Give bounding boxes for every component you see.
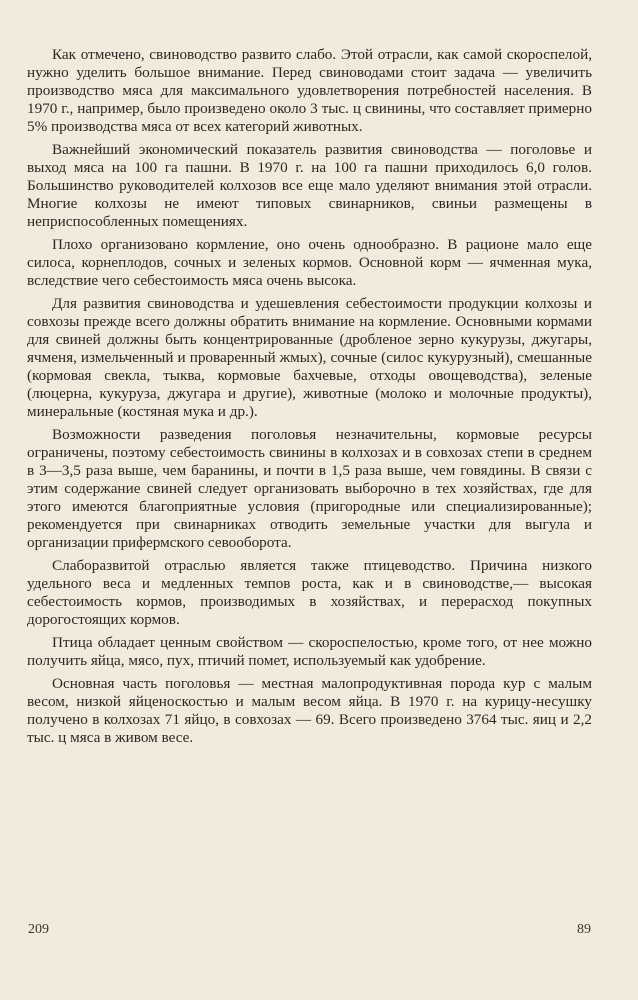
folio-right-page-number: 89 xyxy=(577,922,591,937)
folio-left-page-number: 209 xyxy=(28,922,49,937)
paragraph-4: Для развития свиноводства и удешевления себестоимости продукции колхозы и совхозы прежде всего должны обратить внимание на кормление. Основными кормами для свиней должны быть концентрированные (дробленое зерно кукурузы, джугары, ячменя, измельченный и проваренный жмых), сочные (силос кукурузный), смешанные (кормовая свекла, тыква, кормовые бахчевые, отходы овощеводства), зеленые (люцерна, кукуруза, джугара и другие), животные (молоко и молочные продукты), минеральные (костяная мука и др.). xyxy=(27,295,592,420)
paragraph-5: Возможности разведения поголовья незначительны, кормовые ресурсы ограничены, поэтому себестоимость свинины в колхозах и в совхозах степи в среднем в 3—3,5 раза выше, чем баранины, и почти в 1,5 раза выше, чем говядины. В связи с этим содержание свиней следует организовать выборочно в тех хозяйствах, где для этого имеются благоприятные условия (пригородные или специализированные); рекомендуется при свинарниках отводить земельные участки для выгула и организации прифермского севооборота. xyxy=(27,426,592,551)
paragraph-6: Слаборазвитой отраслью является также птицеводство. Причина низкого удельного веса и медленных темпов роста, как и в свиноводстве,— высокая себестоимость кормов, производимых в хозяйствах, и перерасход покупных дорогостоящих кормов. xyxy=(27,557,592,628)
paragraph-7: Птица обладает ценным свойством — скороспелостью, кроме того, от нее можно получить яйца, мясо, пух, птичий помет, используемый как удобрение. xyxy=(27,634,592,669)
paragraph-8: Основная часть поголовья — местная малопродуктивная порода кур с малым весом, низкой яйценоскостью и малым весом яйца. В 1970 г. на курицу-несушку получено в колхозах 71 яйцо, в совхозах — 69. Всего произведено 3764 тыс. яиц и 2,2 тыс. ц мяса в живом весе. xyxy=(27,675,592,746)
paragraph-1: Как отмечено, свиноводство развито слабо. Этой отрасли, как самой скороспелой, нужно уделить большое внимание. Перед свиноводами стоит задача — увеличить производство мяса для максимального удовлетворения потребностей населения. В 1970 г., например, было произведено около 3 тыс. ц свинины, что составляет примерно 5% производства мяса от всех категорий животных. xyxy=(27,46,592,135)
page-body xyxy=(27,46,592,752)
paragraph-3: Плохо организовано кормление, оно очень однообразно. В рационе мало еще силоса, корнеплодов, сочных и зеленых кормов. Основной корм — ячменная мука, вследствие чего себестоимость мяса очень высока. xyxy=(27,236,592,289)
paragraph-2: Важнейший экономический показатель развития свиноводства — поголовье и выход мяса на 100 га пашни. В 1970 г. на 100 га пашни приходилось 6,0 голов. Большинство руководителей колхозов все еще мало уделяют внимания этой отрасли. Многие колхозы не имеют типовых свинарников, свиньи размещены в неприспособленных помещениях. xyxy=(27,141,592,230)
